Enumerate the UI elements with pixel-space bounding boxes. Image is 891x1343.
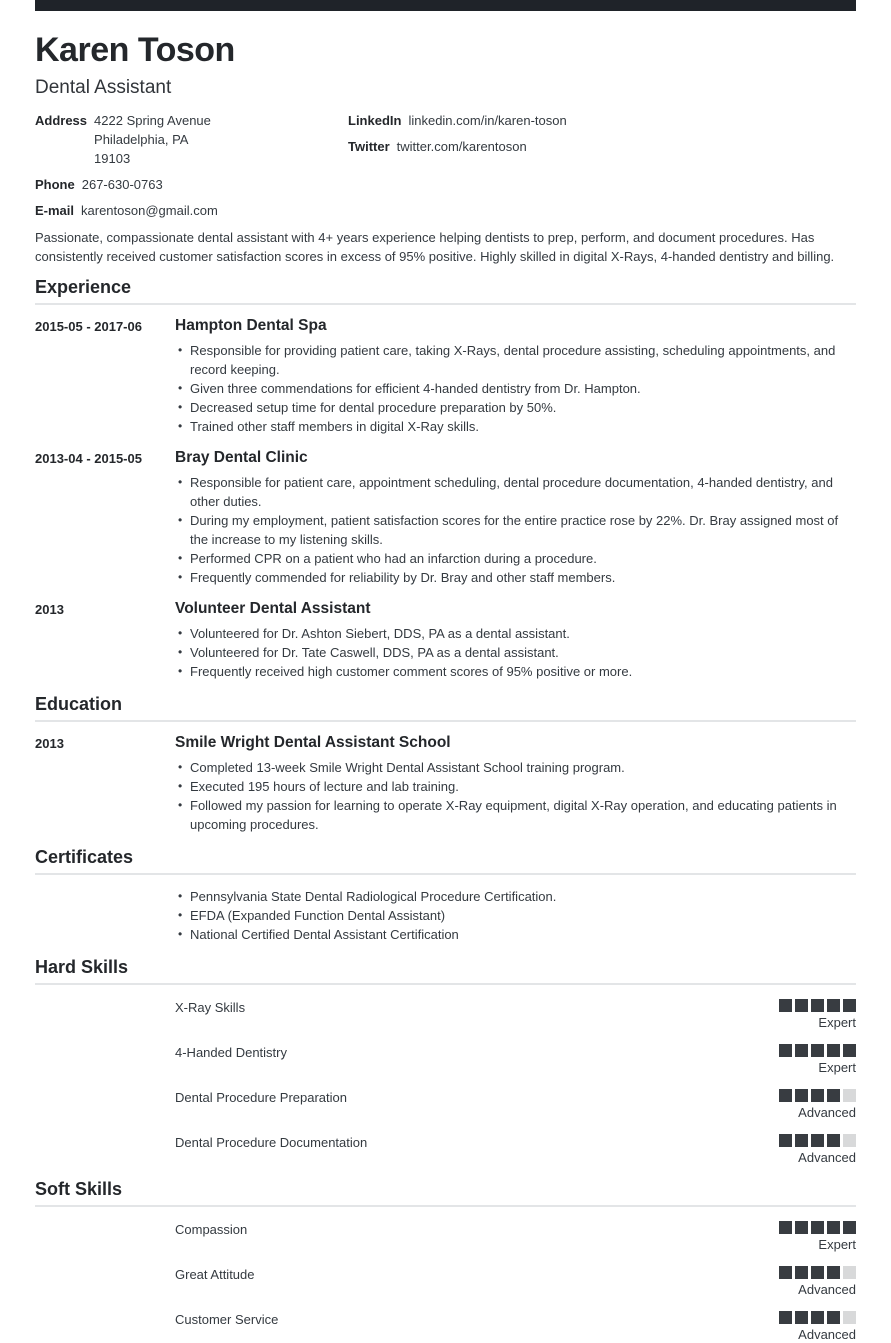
skill-rating — [779, 1134, 856, 1166]
skill-row — [175, 1221, 856, 1253]
rating-label: Advanced — [798, 1282, 856, 1297]
skill-row — [175, 1266, 856, 1298]
rating-square — [811, 1311, 824, 1324]
certificates-entry — [35, 887, 856, 944]
bullet-item: • Executed 195 hours of lecture and lab training. — [175, 777, 856, 796]
skill-rating — [779, 1266, 856, 1298]
rating-square — [827, 1089, 840, 1102]
rating-label: Expert — [818, 1237, 856, 1252]
rating-square — [843, 1221, 856, 1234]
entry-title: Smile Wright Dental Assistant School — [175, 734, 451, 751]
professional-summary: Passionate, compassionate dental assistant with 4+ years experience helping dentists to prep, perform, and document procedures. Has consistently received customer satisfaction scores in excess of 95% positive. Highly skilled in digital X-Rays, 4-handed dentistry and billing. — [35, 230, 835, 264]
rating-square — [843, 1266, 856, 1279]
entry-date: 2013-04 - 2015-05 — [35, 451, 142, 466]
rating-square — [811, 1089, 824, 1102]
bullet-item: • Frequently received high customer comment scores of 95% positive or more. — [175, 662, 856, 681]
twitter-value: twitter.com/karentoson — [396, 139, 527, 154]
rating-square — [779, 1044, 792, 1057]
bullet-item: • Responsible for providing patient care, taking X-Rays, dental procedure assisting, scheduling appointments, and record keeping. — [175, 341, 856, 379]
section-experience — [35, 277, 856, 681]
entry-body — [175, 887, 856, 944]
entry-bullets — [175, 473, 856, 587]
bullet-item: • National Certified Dental Assistant Certification — [175, 925, 856, 944]
rating-label: Advanced — [798, 1150, 856, 1165]
address-line: 4222 Spring Avenue — [94, 113, 211, 128]
twitter-label: Twitter — [348, 139, 390, 154]
rating-square — [795, 1044, 808, 1057]
skill-rating — [779, 1089, 856, 1121]
soft-skills-list — [35, 1221, 856, 1343]
entry-body — [175, 317, 856, 436]
entry-body — [175, 449, 856, 587]
bullet-item: • Volunteered for Dr. Ashton Siebert, DDS, PA as a dental assistant. — [175, 624, 856, 643]
rating-square — [795, 1089, 808, 1102]
bullet-item: • Performed CPR on a patient who had an infarction during a procedure. — [175, 549, 856, 568]
rating-squares — [779, 1089, 856, 1102]
skill-name: Compassion — [175, 1222, 248, 1237]
rating-square — [811, 1221, 824, 1234]
rating-label: Expert — [818, 1060, 856, 1075]
resume-header — [35, 32, 856, 266]
linkedin-label: LinkedIn — [348, 113, 402, 128]
entry-date: 2013 — [35, 602, 64, 617]
rating-square — [827, 999, 840, 1012]
skill-name: Customer Service — [175, 1312, 279, 1327]
entry-date-empty — [35, 887, 175, 944]
rating-squares — [779, 1044, 856, 1057]
contact-left-column — [35, 111, 348, 220]
section-hard-skills — [35, 957, 856, 1166]
rating-squares — [779, 999, 856, 1012]
skill-row — [175, 1311, 856, 1343]
entry-title: Volunteer Dental Assistant — [175, 600, 371, 617]
rating-square — [811, 999, 824, 1012]
rating-label: Advanced — [798, 1327, 856, 1342]
rating-square — [843, 1044, 856, 1057]
rating-square — [795, 999, 808, 1012]
section-education — [35, 694, 856, 834]
address-label: Address — [35, 113, 88, 128]
rating-square — [779, 1134, 792, 1147]
experience-entry — [35, 600, 856, 681]
rating-square — [827, 1221, 840, 1234]
rating-square — [795, 1311, 808, 1324]
hard-skills-list — [35, 999, 856, 1166]
phone-value: 267-630-0763 — [81, 177, 163, 192]
rating-label: Expert — [818, 1015, 856, 1030]
rating-square — [827, 1044, 840, 1057]
skill-row — [175, 999, 856, 1031]
rating-square — [843, 1089, 856, 1102]
bullet-item: • Completed 13-week Smile Wright Dental Assistant School training program. — [175, 758, 856, 777]
entry-body — [175, 600, 856, 681]
entry-bullets — [175, 341, 856, 436]
rating-square — [779, 1221, 792, 1234]
skill-name: Dental Procedure Preparation — [175, 1090, 347, 1105]
twitter-row — [348, 137, 856, 156]
job-title: Dental Assistant — [35, 77, 172, 98]
skill-row — [175, 1089, 856, 1121]
email-row — [35, 201, 348, 220]
section-heading: Hard Skills — [35, 957, 856, 985]
section-heading: Experience — [35, 277, 856, 305]
rating-squares — [779, 1266, 856, 1279]
top-accent-bar — [35, 0, 856, 11]
contact-right-column — [348, 111, 856, 220]
bullet-item: • Volunteered for Dr. Tate Caswell, DDS, PA as a dental assistant. — [175, 643, 856, 662]
bullet-item: • Decreased setup time for dental procedure preparation by 50%. — [175, 398, 856, 417]
entry-title: Bray Dental Clinic — [175, 449, 308, 466]
entry-bullets — [175, 887, 856, 944]
linkedin-value: linkedin.com/in/karen-toson — [408, 113, 567, 128]
rating-square — [811, 1044, 824, 1057]
section-certificates — [35, 847, 856, 944]
bullet-item: • Trained other staff members in digital X-Ray skills. — [175, 417, 856, 436]
rating-label: Advanced — [798, 1105, 856, 1120]
rating-square — [811, 1134, 824, 1147]
education-entry — [35, 734, 856, 834]
email-value: karentoson@gmail.com — [81, 203, 218, 218]
address-line: 19103 — [94, 151, 131, 166]
person-name: Karen Toson — [35, 31, 235, 69]
section-heading: Soft Skills — [35, 1179, 856, 1207]
address-line: Philadelphia, PA — [94, 132, 189, 147]
rating-square — [827, 1134, 840, 1147]
bullet-item: • EFDA (Expanded Function Dental Assistant) — [175, 906, 856, 925]
rating-square — [779, 999, 792, 1012]
address-value — [94, 111, 211, 168]
entry-title: Hampton Dental Spa — [175, 317, 327, 334]
rating-square — [795, 1134, 808, 1147]
bullet-item: • During my employment, patient satisfaction scores for the entire practice rose by 22%. Dr. Bray assigned most of the increase to my listening skills. — [175, 511, 856, 549]
entry-date: 2013 — [35, 736, 64, 751]
linkedin-row — [348, 111, 856, 130]
rating-square — [843, 1134, 856, 1147]
rating-squares — [779, 1311, 856, 1324]
rating-square — [843, 999, 856, 1012]
bullet-item: • Responsible for patient care, appointment scheduling, dental procedure documentation, 4-handed dentistry, and other duties. — [175, 473, 856, 511]
entry-bullets — [175, 758, 856, 834]
skill-name: 4-Handed Dentistry — [175, 1045, 287, 1060]
email-label: E-mail — [35, 203, 75, 218]
rating-square — [827, 1266, 840, 1279]
address-row — [35, 111, 348, 168]
contact-block — [35, 111, 856, 220]
rating-squares — [779, 1134, 856, 1147]
skill-rating — [779, 1221, 856, 1253]
entry-body — [175, 734, 856, 834]
bullet-item: • Frequently commended for reliability by Dr. Bray and other staff members. — [175, 568, 856, 587]
rating-square — [811, 1266, 824, 1279]
rating-square — [779, 1089, 792, 1102]
rating-square — [779, 1266, 792, 1279]
rating-square — [795, 1221, 808, 1234]
bullet-item: • Pennsylvania State Dental Radiological Procedure Certification. — [175, 887, 856, 906]
bullet-item: • Followed my passion for learning to operate X-Ray equipment, digital X-Ray operation, and educating patients in upcoming procedures. — [175, 796, 856, 834]
skill-name: X-Ray Skills — [175, 1000, 246, 1015]
skill-rating — [779, 1044, 856, 1076]
rating-squares — [779, 1221, 856, 1234]
entry-date: 2015-05 - 2017-06 — [35, 319, 142, 334]
section-heading: Certificates — [35, 847, 856, 875]
experience-entry — [35, 317, 856, 436]
skill-name: Dental Procedure Documentation — [175, 1135, 368, 1150]
bullet-item: • Given three commendations for efficient 4-handed dentistry from Dr. Hampton. — [175, 379, 856, 398]
skill-rating — [779, 1311, 856, 1343]
rating-square — [795, 1266, 808, 1279]
skill-rating — [779, 999, 856, 1031]
rating-square — [843, 1311, 856, 1324]
phone-label: Phone — [35, 177, 75, 192]
rating-square — [779, 1311, 792, 1324]
skill-row — [175, 1134, 856, 1166]
section-soft-skills — [35, 1179, 856, 1343]
skill-row — [175, 1044, 856, 1076]
phone-row — [35, 175, 348, 194]
section-heading: Education — [35, 694, 856, 722]
experience-entry — [35, 449, 856, 587]
entry-bullets — [175, 624, 856, 681]
rating-square — [827, 1311, 840, 1324]
skill-name: Great Attitude — [175, 1267, 255, 1282]
